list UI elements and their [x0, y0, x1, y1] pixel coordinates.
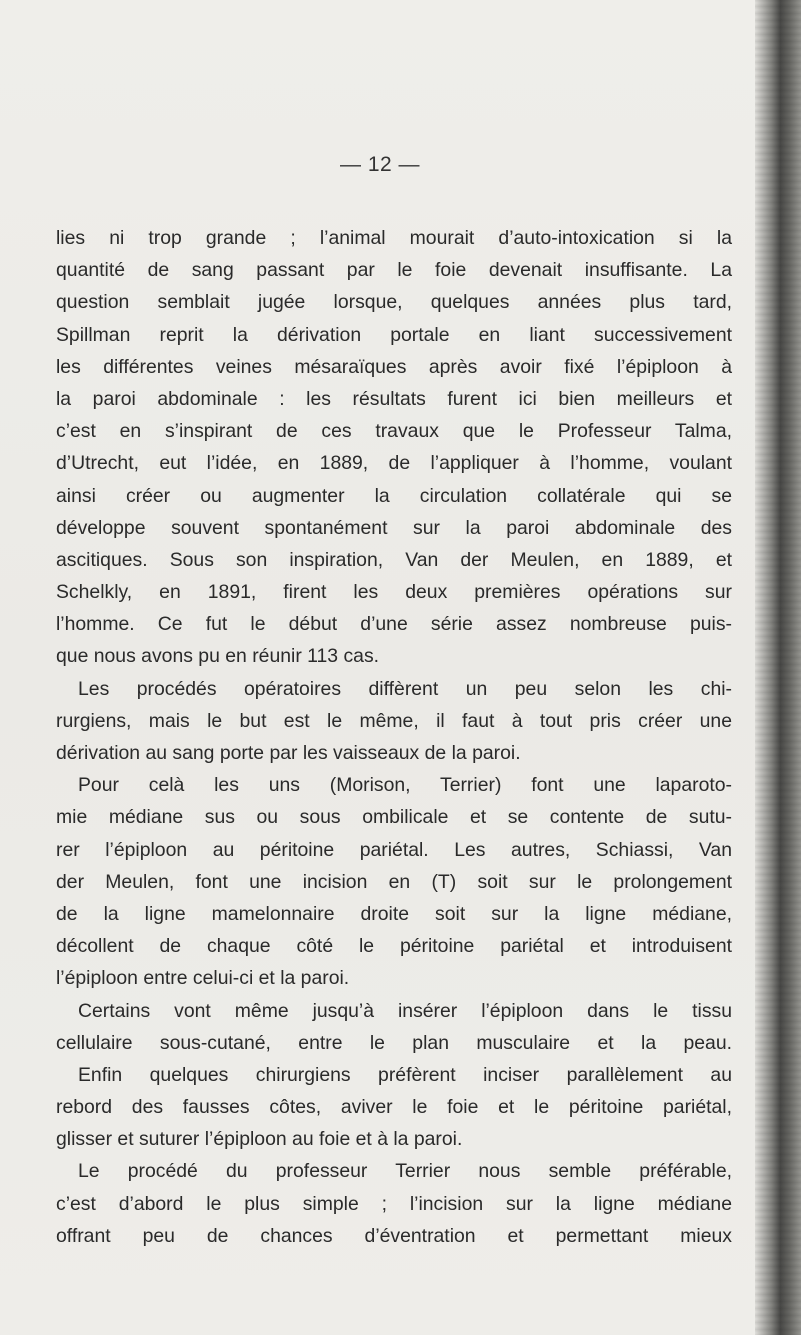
text-line: Les procédés opératoires diffèrent un peu selon les chi-: [78, 677, 732, 700]
text-line: dérivation au sang porte par les vaisseaux de la paroi.: [56, 742, 521, 764]
text-line: der Meulen, font une incision en (T) soit sur le prolongement: [56, 870, 732, 893]
text-line: quantité de sang passant par le foie devenait insuffisante. La: [56, 259, 732, 282]
text-line: de la ligne mamelonnaire droite soit sur la ligne médiane,: [56, 902, 732, 925]
text-line: lies ni trop grande ; l’animal mourait d’auto-intoxication si la: [56, 227, 732, 249]
text-line: c’est d’abord le plus simple ; l’incision sur la ligne médiane: [56, 1192, 732, 1215]
text-line: ainsi créer ou augmenter la circulation collatérale qui se: [56, 484, 732, 507]
text-line: offrant peu de chances d’éventration et permettant mieux: [56, 1224, 732, 1247]
text-line: ascitiques. Sous son inspiration, Van der Meulen, en 1889, et: [56, 548, 732, 571]
text-line: Schelkly, en 1891, firent les deux premières opérations sur: [56, 581, 732, 604]
text-line: Enfin quelques chirurgiens préfèrent inciser parallèlement au: [78, 1063, 732, 1086]
text-line: Le procédé du professeur Terrier nous semble préférable,: [78, 1160, 732, 1183]
text-line: c’est en s’inspirant de ces travaux que le Professeur Talma,: [56, 420, 732, 443]
text-line: que nous avons pu en réunir 113 cas.: [56, 645, 380, 668]
text-line: décollent de chaque côté le péritoine pariétal et introduisent: [56, 935, 732, 958]
text-line: cellulaire sous-cutané, entre le plan musculaire et la peau.: [56, 1031, 732, 1054]
text-line: rer l’épiploon au péritoine pariétal. Les autres, Schiassi, Van: [56, 838, 732, 861]
text-line: l’épiploon entre celui-ci et la paroi.: [56, 967, 350, 990]
text-line: question semblait jugée lorsque, quelques années plus tard,: [56, 291, 732, 314]
text-line: la paroi abdominale : les résultats furent ici bien meilleurs et: [56, 387, 732, 410]
text-line: glisser et suturer l’épiploon au foie et à la paroi.: [56, 1128, 463, 1151]
text-line: mie médiane sus ou sous ombilicale et se contente de sutu-: [56, 806, 732, 829]
text-line: l’homme. Ce fut le début d’une série assez nombreuse puis-: [56, 613, 732, 636]
text-line: Pour celà les uns (Morison, Terrier) font une laparoto-: [78, 774, 732, 797]
text-line: Certains vont même jusqu’à insérer l’épiploon dans le tissu: [78, 999, 732, 1022]
text-line: d’Utrecht, eut l’idée, en 1889, de l’appliquer à l’homme, voulant: [56, 452, 732, 475]
text-line: rebord des fausses côtes, aviver le foie et le péritoine pariétal,: [56, 1096, 732, 1119]
text-line: rurgiens, mais le but est le même, il faut à tout pris créer une: [56, 709, 732, 732]
text-line: développe souvent spontanément sur la paroi abdominale des: [56, 516, 732, 539]
text-line: les différentes veines mésaraïques après avoir fixé l’épiploon à: [56, 355, 732, 378]
page-number: — 12 —: [339, 153, 421, 176]
body-text: [56, 222, 732, 1252]
book-binding-edge: [755, 0, 801, 1335]
text-line: Spillman reprit la dérivation portale en liant successivement: [56, 323, 732, 346]
